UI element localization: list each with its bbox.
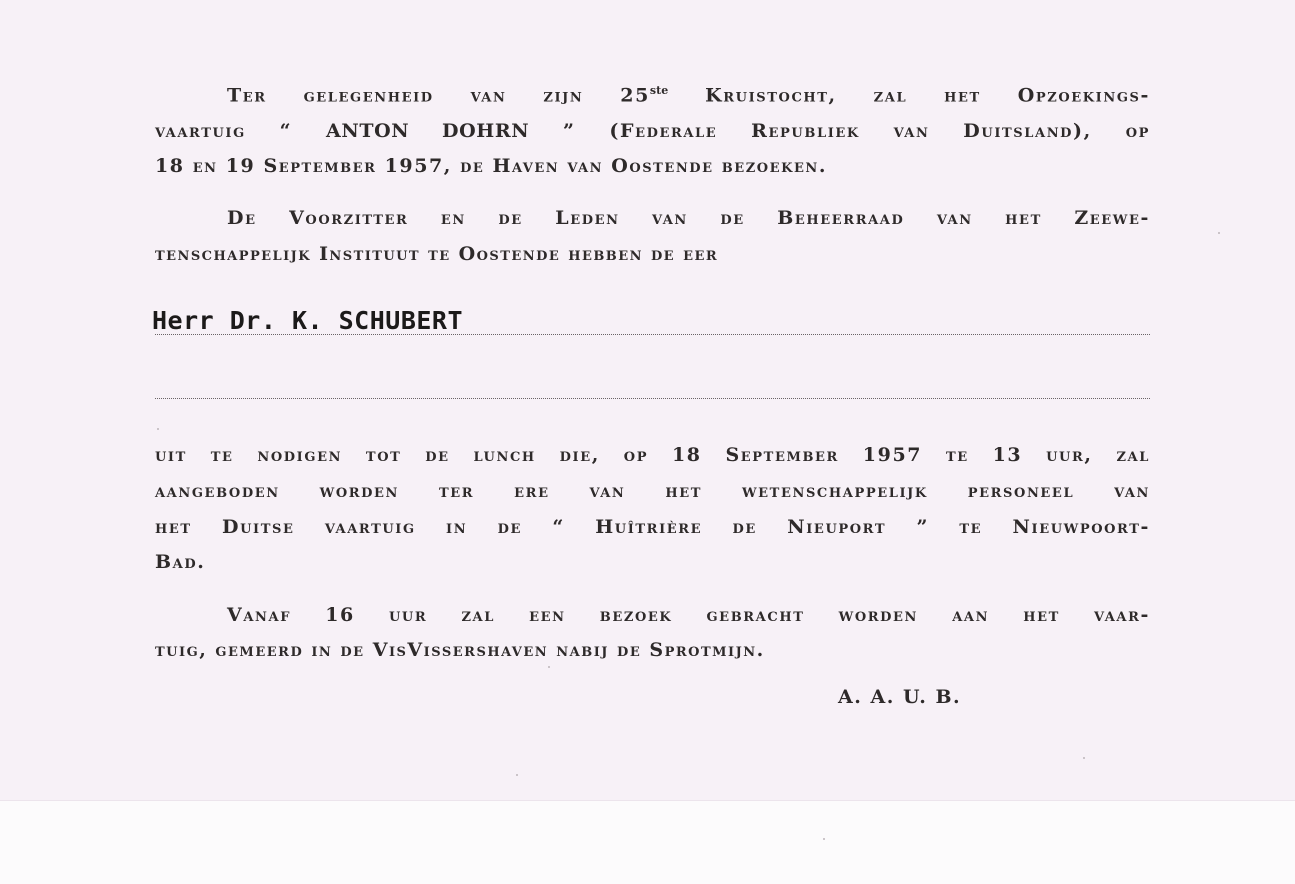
paper-speck <box>1218 232 1220 234</box>
para1-line1-text-b: Kruistocht, zal het Opzoekings- <box>668 84 1150 107</box>
para3-line4: Bad. <box>155 551 206 573</box>
para1-line2 <box>155 120 1150 142</box>
recipient-dotted-line <box>155 334 1150 335</box>
ordinal-superscript: ste <box>649 84 669 97</box>
paper-speck <box>1083 757 1085 759</box>
para1-line2-text-a: vaartuig “ <box>155 120 327 142</box>
scan-background <box>0 801 1295 884</box>
para3-line1: uit te nodigen tot de lunch die, op 18 September 1957 te 13 uur, zal <box>155 444 1150 466</box>
para3-line3: het Duitse vaartuig in de “ Huîtrière de Nieuport ” te Nieuwpoort- <box>155 516 1150 538</box>
rsvp-abbreviation: A. A. U. B. <box>838 686 962 708</box>
paper-speck <box>157 428 159 430</box>
para3-line2: aangeboden worden ter ere van het wetenschappelijk personeel van <box>155 480 1150 502</box>
para1-line1 <box>155 84 1150 106</box>
para2-line2: tenschappelijk Instituut te Oostende hebben de eer <box>155 243 719 265</box>
ship-name: ANTON DOHRN <box>326 120 530 142</box>
para4-line2: tuig, gemeerd in de VisVissershaven nabij de Sprotmijn. <box>155 639 765 661</box>
paper-speck <box>548 666 550 668</box>
paper-speck <box>516 774 518 776</box>
recipient-name: Herr Dr. K. SCHUBERT <box>152 306 464 335</box>
para2-line1: De Voorzitter en de Leden van de Beheerraad van het Zeewe- <box>227 207 1150 229</box>
paper-speck <box>823 838 825 840</box>
para1-line1-text-a: Ter gelegenheid van zijn 25 <box>227 84 650 107</box>
recipient-dotted-line-2 <box>155 398 1150 399</box>
para1-line3: 18 en 19 September 1957, de Haven van Oostende bezoeken. <box>155 155 828 177</box>
para1-line2-text-b: ” (Federale Republiek van Duitsland), op <box>529 120 1150 142</box>
para4-line1: Vanaf 16 uur zal een bezoek gebracht worden aan het vaar- <box>227 604 1150 626</box>
